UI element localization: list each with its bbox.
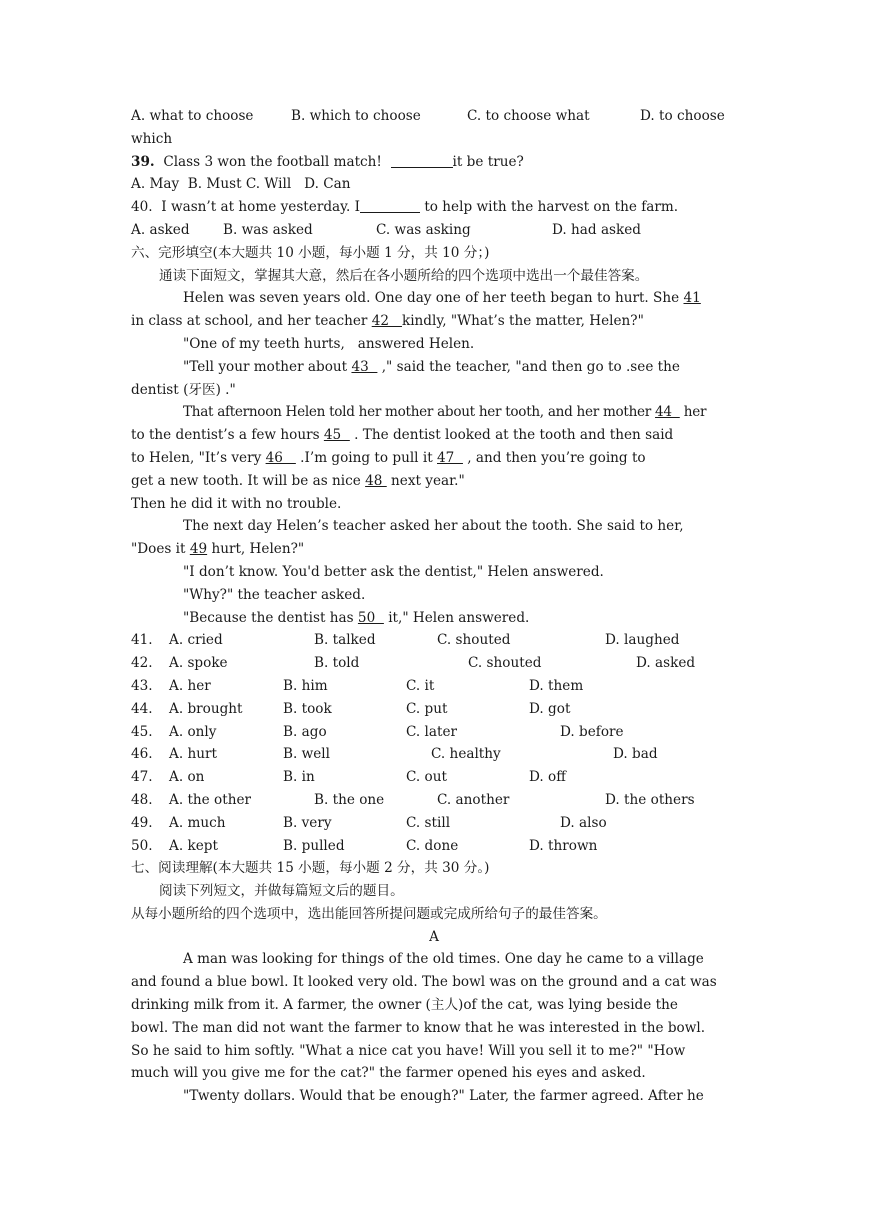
- cloze-option-number: 44.: [131, 700, 153, 717]
- passage-line: [131, 401, 737, 424]
- cloze-option-d: D. got: [529, 700, 571, 717]
- section-6-title: 六、完形填空(本大题共 10 小题，每小题 1 分，共 10 分；): [131, 244, 490, 261]
- cloze-option-number: 46.: [131, 746, 153, 763]
- q40-option-b: B. was asked: [223, 221, 313, 238]
- passage-text: "Because the dentist has: [183, 609, 358, 626]
- passage-text: , and then you’re going to: [462, 449, 646, 466]
- cloze-option-number: 45.: [131, 723, 153, 740]
- reading-a-line: bowl. The man did not want the farmer to know that he was interested in the bowl.: [131, 1019, 706, 1036]
- cloze-option-c: C. out: [406, 769, 447, 786]
- passage-text: her: [679, 404, 707, 421]
- passage-text: it," Helen answered.: [383, 609, 530, 626]
- cloze-option-number: 48.: [131, 791, 153, 808]
- cloze-option-a: A. spoke: [169, 655, 228, 672]
- reading-a-line: "Twenty dollars. Would that be enough?" Later, the farmer agreed. After he: [183, 1088, 704, 1105]
- passage-text: ," said the teacher, "and then go to .see the: [377, 358, 680, 375]
- blank-50: 50: [357, 609, 384, 626]
- cloze-option-a: A. her: [169, 677, 211, 694]
- cloze-option-d: D. off: [529, 769, 566, 786]
- passage-text: Helen was seven years old. One day one of her teeth began to hurt. She: [183, 290, 684, 307]
- cloze-option-b: B. the one: [314, 791, 385, 808]
- cloze-option-d: D. the others: [605, 791, 695, 808]
- passage-line: Then he did it with no trouble.: [131, 495, 342, 512]
- cloze-option-b: B. pulled: [283, 837, 345, 854]
- passage-line: [131, 310, 737, 333]
- reading-a-line: A man was looking for things of the old times. One day he came to a village: [183, 951, 704, 968]
- q40-stem-end: to help with the harvest on the farm.: [420, 199, 679, 216]
- cloze-option-d: D. also: [560, 814, 607, 831]
- cloze-option-a: A. only: [169, 723, 217, 740]
- cloze-option-row: [131, 652, 737, 675]
- cloze-option-c: C. put: [406, 700, 448, 717]
- passage-line: [131, 424, 737, 447]
- cloze-option-b: B. took: [283, 700, 332, 717]
- cloze-option-c: C. shouted: [468, 655, 542, 672]
- cloze-option-a: A. kept: [169, 837, 218, 854]
- q38-option-c: C. to choose what: [467, 108, 590, 124]
- section-7-instruction: 阅读下列短文，并做每篇短文后的题目。: [159, 883, 404, 900]
- cloze-option-b: B. talked: [314, 632, 376, 649]
- cloze-option-a: A. the other: [169, 791, 251, 808]
- blank-43: 43: [351, 358, 378, 375]
- passage-line: "I don’t know. You'd better ask the dentist," Helen answered.: [183, 563, 604, 580]
- cloze-option-c: C. shouted: [437, 632, 511, 649]
- section-7-title: 七、阅读理解(本大题共 15 小题，每小题 2 分，共 30 分。): [131, 860, 490, 877]
- cloze-option-number: 42.: [131, 655, 153, 672]
- q39-number: 39.: [131, 153, 155, 170]
- q40-option-c: C. was asking: [376, 221, 471, 238]
- cloze-option-b: B. told: [314, 655, 360, 672]
- reading-a-line: drinking milk from it. A farmer, the owner (主人)of the cat, was lying beside the: [131, 997, 678, 1014]
- cloze-option-row: [131, 766, 737, 789]
- cloze-option-c: C. still: [406, 814, 451, 831]
- cloze-option-row: [131, 743, 737, 766]
- section-7-instruction: 从每小题所给的四个选项中，选出能回答所提问题或完成所给句子的最佳答案。: [131, 905, 607, 922]
- question-40: [131, 196, 737, 219]
- q38-option-d-cont: which: [131, 130, 173, 147]
- cloze-option-b: B. him: [283, 677, 328, 694]
- passage-text: .I’m going to pull it: [295, 449, 437, 466]
- cloze-option-b: B. ago: [283, 723, 327, 740]
- cloze-option-d: D. before: [560, 723, 624, 740]
- cloze-option-row: [131, 835, 737, 858]
- passage-line: [131, 287, 737, 310]
- cloze-option-d: D. thrown: [529, 837, 598, 854]
- q39-stem-end: it be true?: [452, 153, 524, 170]
- passage-line: [131, 538, 737, 561]
- cloze-option-c: C. another: [437, 791, 510, 808]
- cloze-option-number: 43.: [131, 677, 153, 694]
- q40-options: [131, 219, 737, 242]
- cloze-option-number: 50.: [131, 837, 153, 854]
- passage-line: [131, 356, 737, 379]
- cloze-option-number: 47.: [131, 769, 153, 786]
- cloze-option-c: C. later: [406, 723, 458, 740]
- cloze-option-d: D. asked: [636, 655, 696, 672]
- cloze-option-d: D. laughed: [605, 632, 680, 649]
- passage-a-label: A: [429, 928, 439, 945]
- cloze-option-a: A. brought: [169, 700, 243, 717]
- passage-text: "Does it: [131, 541, 190, 558]
- blank-48: 48: [365, 472, 387, 489]
- passage-text: in class at school, and her teacher: [131, 313, 372, 330]
- q39-blank: [391, 153, 453, 168]
- cloze-options: [131, 629, 737, 857]
- cloze-option-number: 41.: [131, 632, 153, 649]
- exam-page: [131, 105, 737, 1108]
- blank-49: 49: [189, 541, 208, 558]
- question-39: [131, 151, 737, 174]
- q39-options: A. May B. Must C. Will D. Can: [131, 176, 351, 193]
- passage-line: The next day Helen’s teacher asked her about the tooth. She said to her,: [183, 518, 684, 535]
- cloze-option-a: A. much: [169, 814, 226, 831]
- cloze-option-b: B. well: [283, 746, 331, 763]
- passage-line: "Why?" the teacher asked.: [183, 586, 366, 603]
- passage-text: get a new tooth. It will be as nice: [131, 472, 366, 489]
- cloze-option-a: A. cried: [169, 632, 223, 649]
- q38-option-a: A. what to choose: [131, 108, 254, 124]
- q38-option-d: D. to choose: [640, 108, 725, 124]
- cloze-option-c: C. done: [406, 837, 459, 854]
- cloze-option-row: [131, 789, 737, 812]
- q38-option-b: B. which to choose: [291, 108, 421, 124]
- passage-text: That afternoon Helen told her mother about her tooth, and her mother: [183, 404, 656, 421]
- passage-text: to Helen, "It’s very: [131, 449, 266, 466]
- cloze-option-number: 49.: [131, 814, 153, 831]
- passage-line: "One of my teeth hurts, answered Helen.: [183, 335, 475, 352]
- reading-a-line: So he said to him softly. "What a nice cat you have! Will you sell it to me?" "How: [131, 1042, 686, 1059]
- blank-44: 44: [655, 404, 680, 421]
- q40-option-d: D. had asked: [552, 221, 642, 238]
- passage-text: to the dentist’s a few hours: [131, 427, 324, 444]
- reading-passage-a: [131, 948, 737, 1108]
- cloze-option-row: [131, 698, 737, 721]
- cloze-option-c: C. it: [406, 677, 435, 694]
- reading-a-line: and found a blue bowl. It looked very old. The bowl was on the ground and a cat was: [131, 974, 717, 991]
- cloze-option-row: [131, 675, 737, 698]
- section-6-instruction: 通读下面短文，掌握其大意，然后在各小题所给的四个选项中选出一个最佳答案。: [159, 267, 649, 284]
- cloze-option-a: A. on: [169, 769, 205, 786]
- q39-stem: Class 3 won the football match!: [163, 153, 382, 170]
- passage-text: next year.": [386, 472, 465, 489]
- passage-text: kindly, "What’s the matter, Helen?": [401, 313, 644, 330]
- cloze-option-b: B. in: [283, 769, 315, 786]
- blank-42: 42: [371, 313, 402, 330]
- cloze-option-c: C. healthy: [431, 746, 501, 763]
- passage-text: . The dentist looked at the tooth and then said: [349, 427, 674, 444]
- cloze-option-row: [131, 629, 737, 652]
- q40-stem: 40. I wasn’t at home yesterday. I: [131, 199, 361, 216]
- passage-line: [131, 447, 737, 470]
- reading-a-line: much will you give me for the cat?" the farmer opened his eyes and asked.: [131, 1065, 646, 1082]
- blank-47: 47: [437, 449, 463, 466]
- blank-46: 46: [265, 449, 296, 466]
- passage-text: "Tell your mother about: [183, 358, 352, 375]
- passage-line: [131, 607, 737, 630]
- passage-line: dentist (牙医) .": [131, 381, 236, 398]
- cloze-option-row: [131, 812, 737, 835]
- cloze-option-d: D. bad: [613, 746, 658, 763]
- cloze-option-d: D. them: [529, 677, 584, 694]
- q40-blank: [360, 198, 420, 213]
- cloze-option-b: B. very: [283, 814, 332, 831]
- passage-text: hurt, Helen?": [207, 541, 305, 558]
- cloze-option-a: A. hurt: [169, 746, 217, 763]
- q38-options: [131, 105, 737, 128]
- passage-line: [131, 470, 737, 493]
- blank-45: 45: [323, 427, 350, 444]
- cloze-option-row: [131, 721, 737, 744]
- q40-option-a: A. asked: [131, 221, 190, 238]
- blank-41: 41: [683, 290, 701, 307]
